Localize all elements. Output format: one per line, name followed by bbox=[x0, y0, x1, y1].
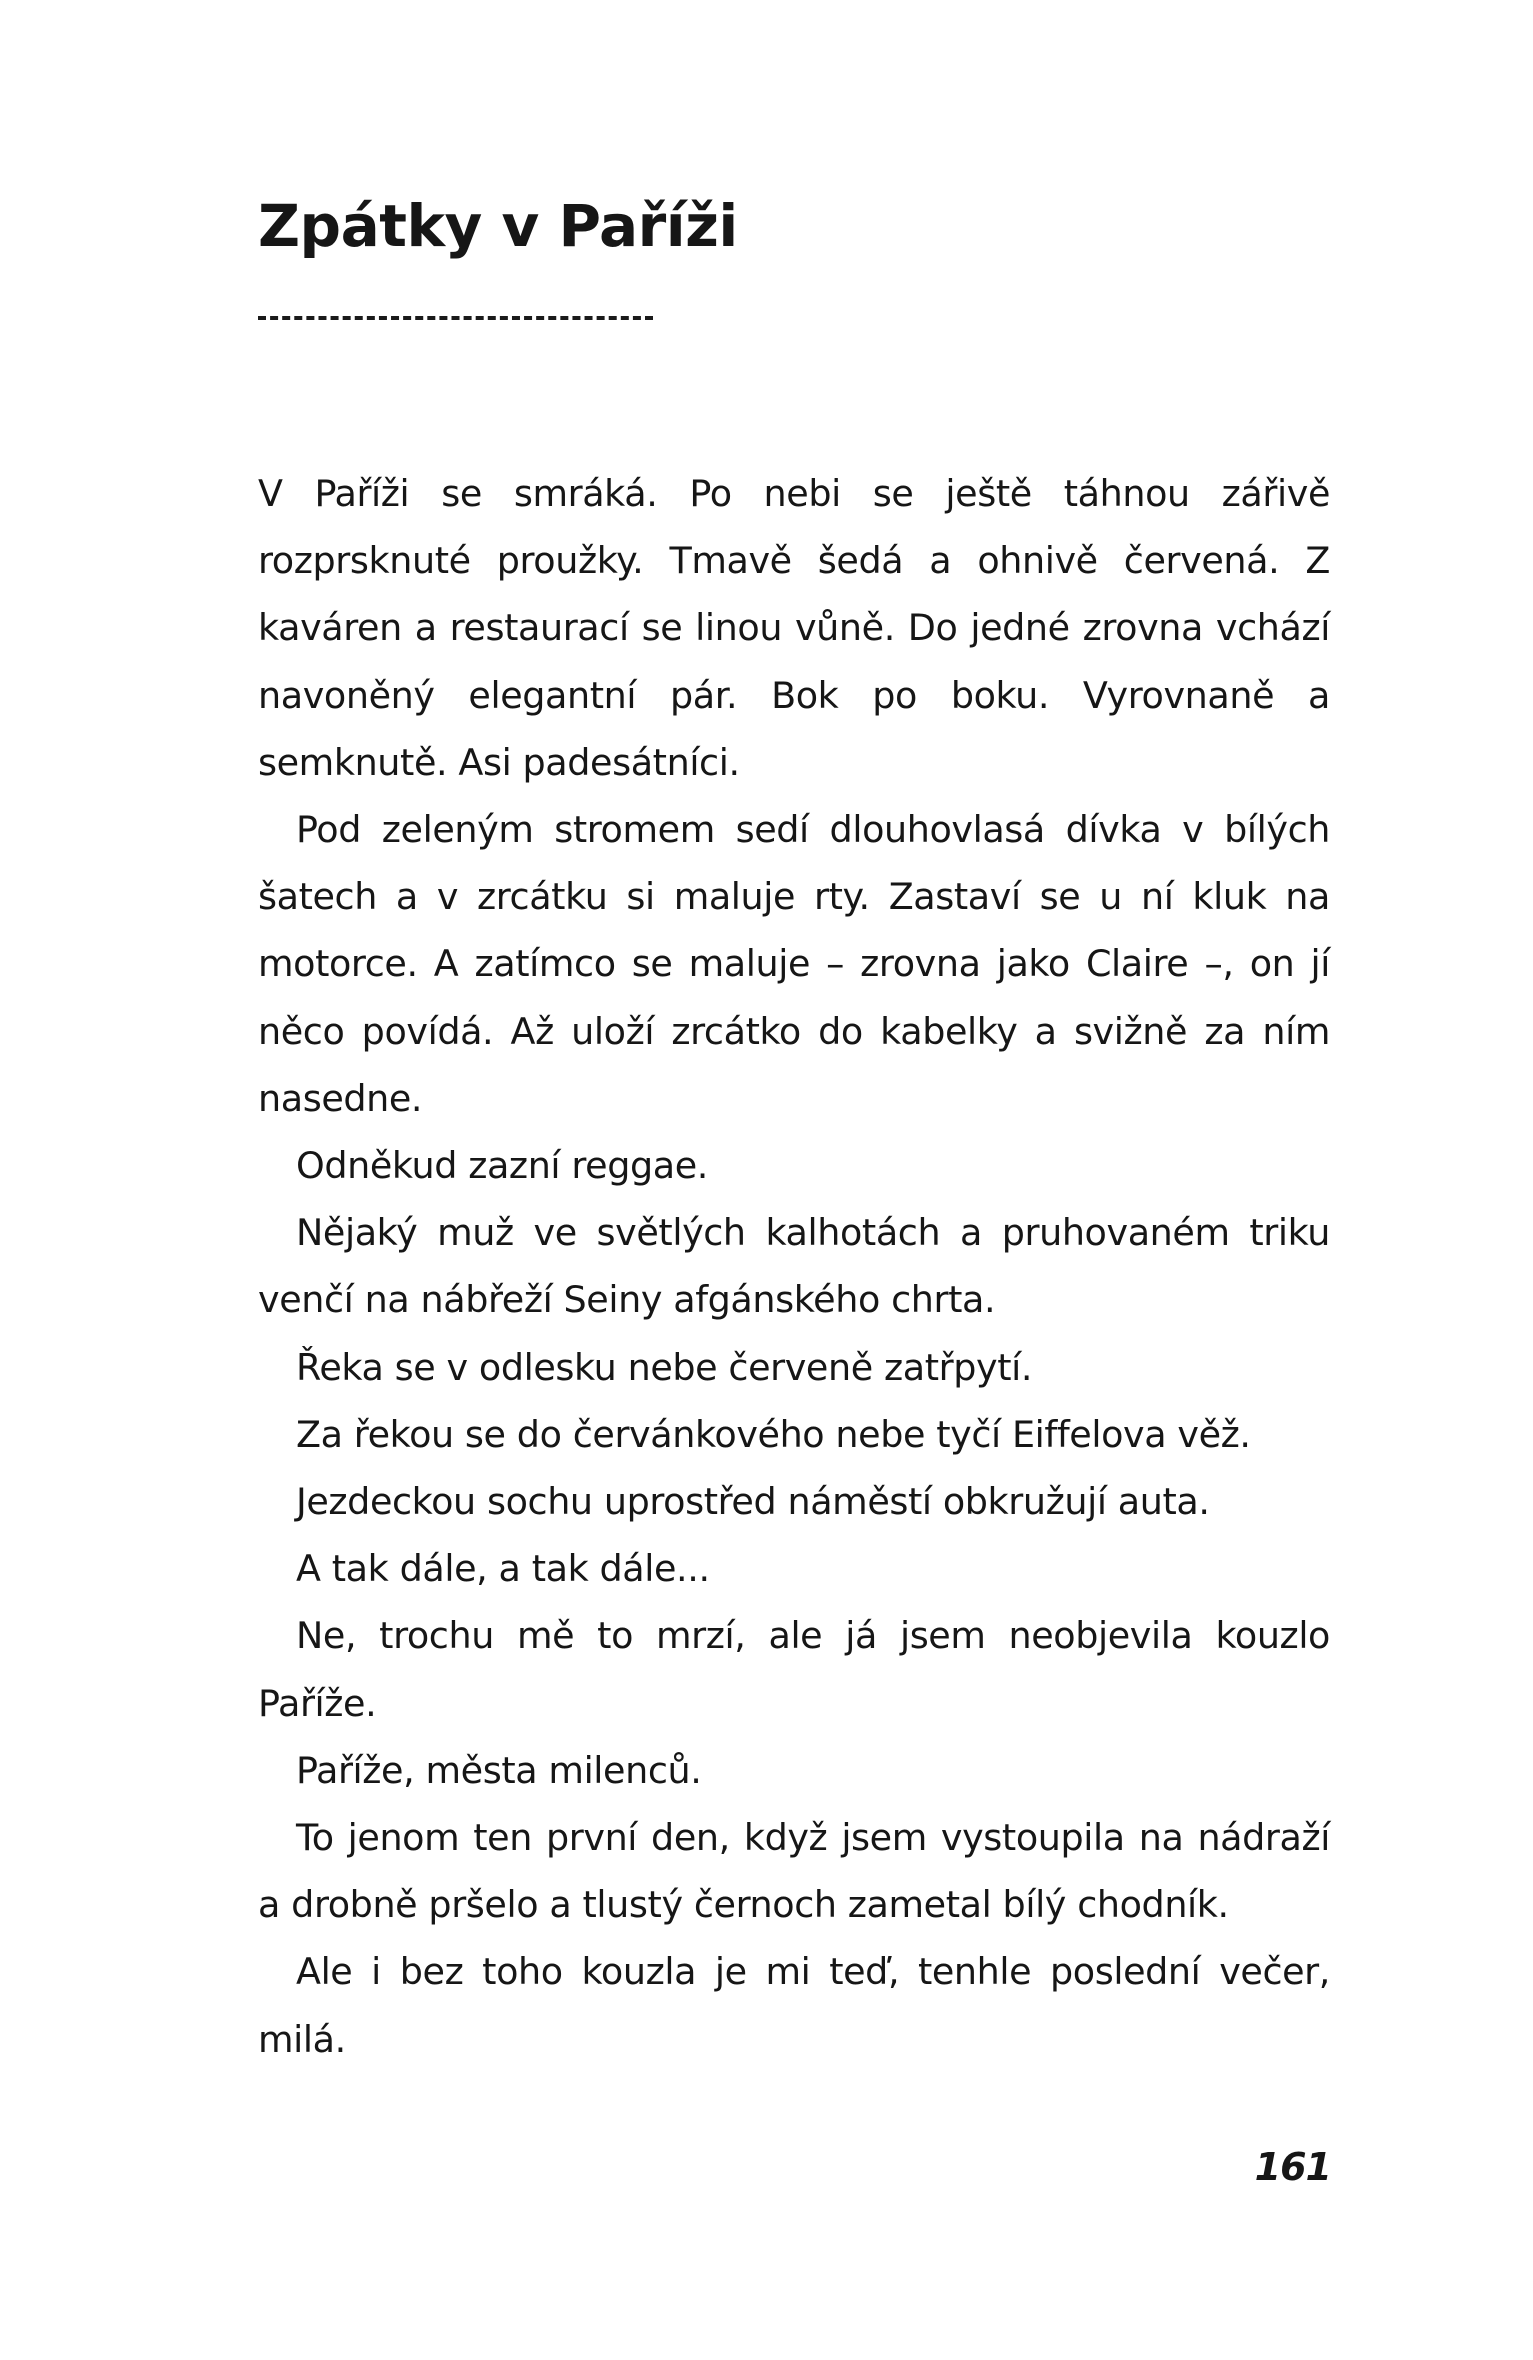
paragraph: Za řekou se do červánkového nebe tyčí Eiffelova věž. bbox=[296, 1412, 1251, 1456]
paragraph: A tak dále, a tak dále... bbox=[296, 1547, 710, 1591]
paragraph: Pod zeleným stromem sedí dlouhovlasá dívka v bílých šatech a v zrcátku si maluje rty. Zastaví se u ní kluk na motorce. A zatímco se maluje – zrovna jako Claire –, on jí něco povídá. Až uloží zrcátko do kabelky a svižně za ním nasedne. bbox=[258, 808, 1330, 1120]
paragraph: Odněkud zazní reggae. bbox=[296, 1144, 708, 1188]
paragraph: Řeka se v odlesku nebe červeně zatřpytí. bbox=[296, 1345, 1033, 1389]
chapter-body bbox=[258, 460, 1330, 2073]
paragraph: Paříže, města milenců. bbox=[296, 1748, 702, 1792]
page-number: 161 bbox=[1254, 2145, 1331, 2189]
paragraph: To jenom ten první den, když jsem vystoupila na nádraží a drobně pršelo a tlustý černoch zametal bílý chodník. bbox=[258, 1816, 1330, 1927]
paragraph: V Paříži se smráká. Po nebi se ještě táhnou zářivě rozprsknuté proužky. Tmavě šedá a ohnivě červená. Z kaváren a restaurací se linou vůně. Do jedné zrovna vchází navoněný elegantní pár. Bok po boku. Vyrovnaně a semknutě. Asi padesátníci. bbox=[258, 472, 1330, 784]
paragraph: Jezdeckou sochu uprostřed náměstí obkružují auta. bbox=[296, 1480, 1210, 1524]
chapter-title: Zpátky v Paříži bbox=[258, 192, 738, 260]
paragraph: Nějaký muž ve světlých kalhotách a pruhovaném triku venčí na nábřeží Seiny afgánského chrta. bbox=[258, 1211, 1330, 1322]
paragraph: Ne, trochu mě to mrzí, ale já jsem neobjevila kouzlo Paříže. bbox=[258, 1614, 1330, 1725]
paragraph: Ale i bez toho kouzla je mi teď, tenhle poslední večer, milá. bbox=[258, 1950, 1330, 2061]
title-dashed-rule bbox=[258, 316, 653, 320]
